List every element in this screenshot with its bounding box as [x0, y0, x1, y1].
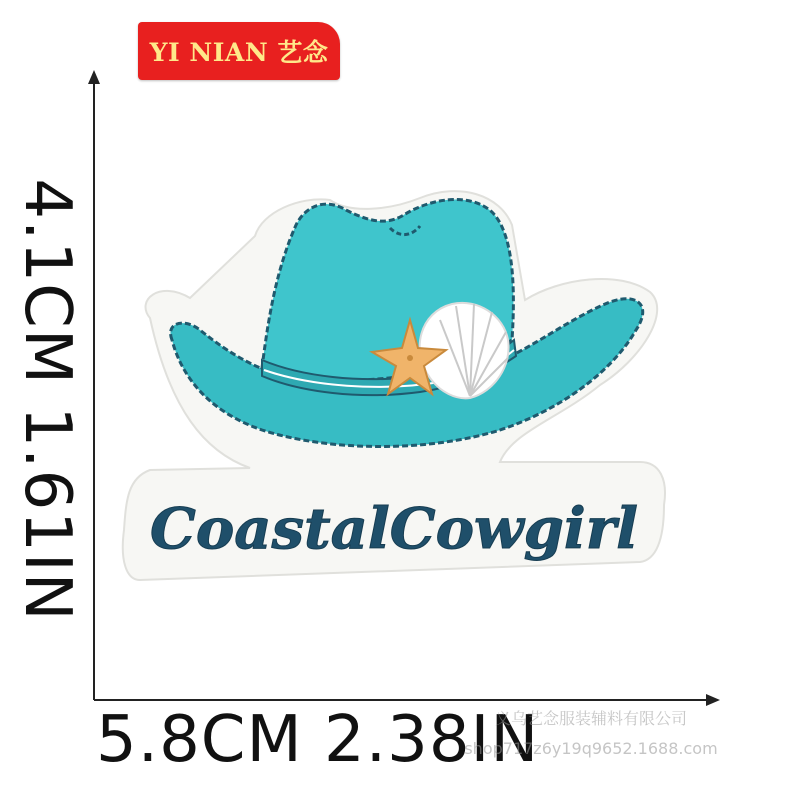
- brand-name: YI NIAN 艺念: [149, 38, 329, 67]
- patch-embroidered-text: CoastalCowgirl: [150, 496, 638, 562]
- height-dimension-label: 4.1CM 1.61IN: [10, 178, 84, 622]
- width-dimension-label: 5.8CM 2.38IN: [96, 703, 540, 777]
- watermark-url: shop717z6y19q9652.1688.com: [464, 739, 718, 758]
- watermark-company: 义乌艺念服装辅料有限公司: [494, 709, 687, 728]
